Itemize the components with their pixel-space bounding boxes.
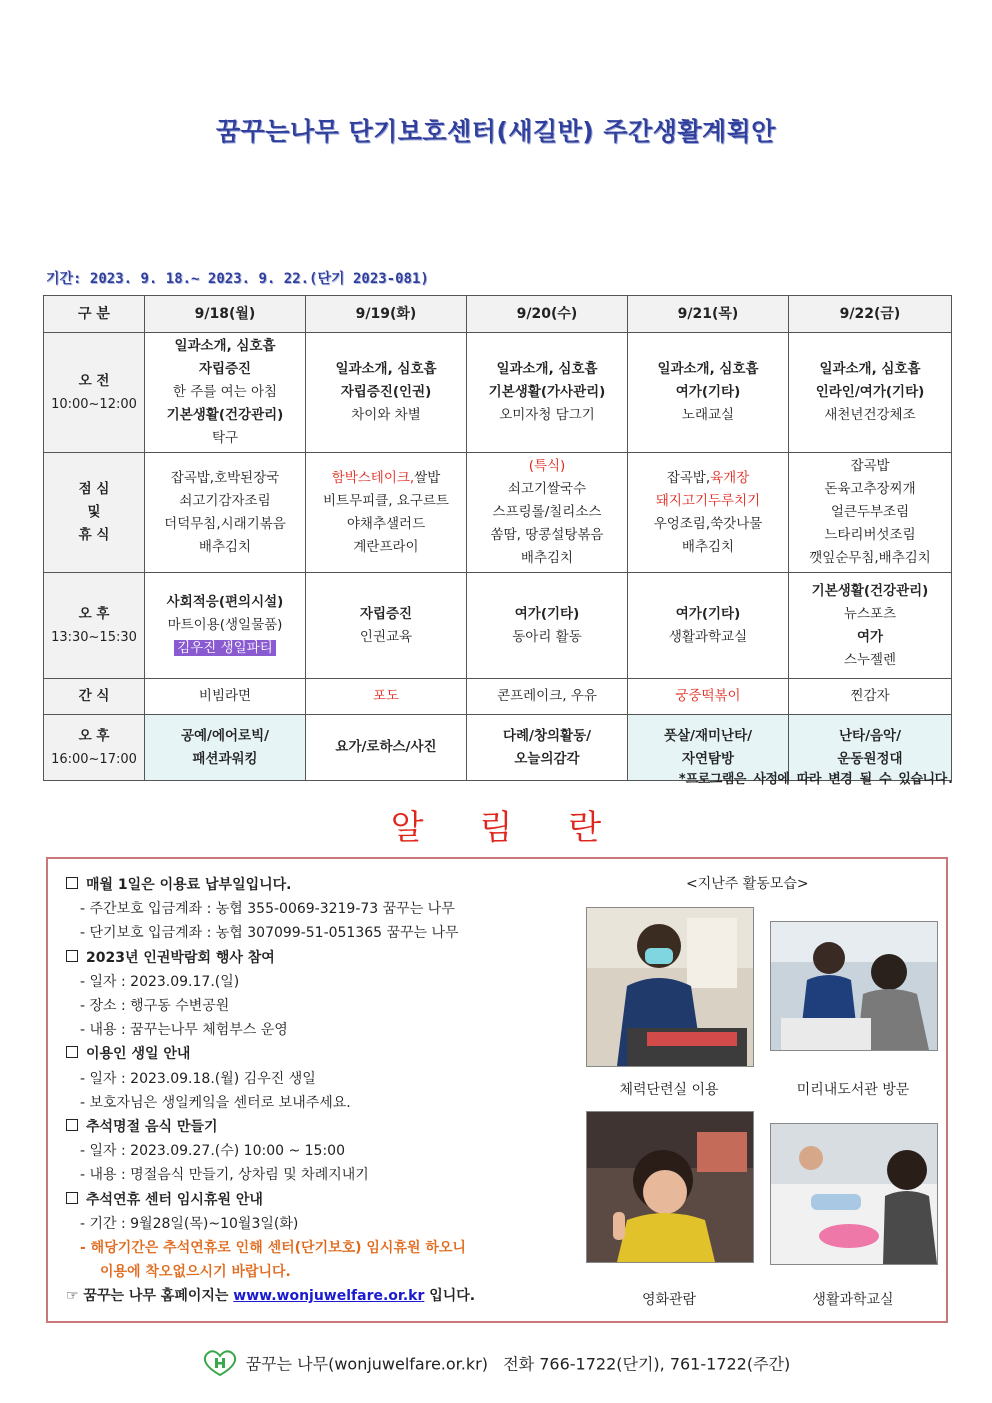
row-header-lunch: 점 심 및 휴 식	[44, 453, 145, 573]
notice-line: - 보호자님은 생일케잌을 센터로 보내주세요.	[80, 1094, 351, 1111]
checkbox-icon	[66, 1046, 78, 1058]
day-header: 9/19(화)	[306, 296, 467, 333]
notice-line: - 일자 : 2023.09.17.(일)	[80, 973, 240, 990]
gallery-title: <지난주 활동모습>	[686, 876, 809, 892]
schedule-cell: 다례/창의활동/ 오늘의감각	[467, 715, 628, 781]
notice-heading: 2023년 인권박람회 행사 참여	[66, 946, 586, 970]
schedule-cell: 여가(기타) 생활과학교실	[628, 573, 789, 679]
schedule-cell: 잡곡밥 돈육고추장찌개 얼큰두부조림 느타리버섯조림 깻잎순무침,배추김치	[789, 453, 952, 573]
schedule-cell: 여가(기타) 동아리 활동	[467, 573, 628, 679]
schedule-cell: 콘프레이크, 우유	[467, 679, 628, 715]
notice-line: - 장소 : 행구동 수변공원	[80, 998, 230, 1015]
snack-row	[44, 679, 952, 715]
morning-row	[44, 333, 952, 453]
checkbox-icon	[66, 877, 78, 889]
notice-heading: 추석연휴 센터 임시휴원 안내	[66, 1188, 586, 1212]
photo-library	[770, 921, 938, 1051]
notice-line: - 기간 : 9월28일(목)~10월3일(화)	[80, 1215, 299, 1232]
notice-line: - 주간보호 입금계좌 : 농협 355-0069-3219-73 꿈꾸는 나무	[80, 901, 455, 918]
homepage-link[interactable]: www.wonjuwelfare.or.kr	[233, 1288, 425, 1305]
schedule-cell: 찐감자	[789, 679, 952, 715]
checkbox-icon	[66, 950, 78, 962]
schedule-cell: 궁중떡볶이	[628, 679, 789, 715]
footer-text: 꿈꾸는 나무(wonjuwelfare.or.kr) 전화 766-1722(단기), 761-1722(주간)	[245, 1354, 791, 1374]
day-header: 9/20(수)	[467, 296, 628, 333]
notice-title: 알림란	[390, 808, 658, 848]
row-header-afternoon: 오 후 13:30~15:30	[44, 573, 145, 679]
caption-science: 생활과학교실	[812, 1292, 894, 1308]
notice-line-warning: - 해당기간은 추석연휴로 인해 센터(단기보호) 임시휴원 하오니	[80, 1240, 466, 1257]
notice-line: - 내용 : 명절음식 만들기, 상차림 및 차례지내기	[80, 1167, 369, 1184]
caption-movie: 영화관람	[641, 1292, 697, 1308]
schedule-cell: 난타/음악/ 운동원정대	[789, 715, 952, 781]
notice-heading: 매월 1일은 이용료 납부일입니다.	[66, 873, 586, 897]
photo-gym	[586, 907, 754, 1067]
schedule-cell: 잡곡밥,육개장 돼지고기두루치기 우엉조림,쑥갓나물 배추김치	[628, 453, 789, 573]
schedule-cell: (특식) 쇠고기쌀국수 스프링롤/칠리소스 쏨땀, 땅콩설탕볶음 배추김치	[467, 453, 628, 573]
weekly-schedule-table	[43, 295, 952, 781]
caption-gym: 체력단련실 이용	[619, 1082, 719, 1098]
corner-cell: 구 분	[44, 296, 145, 333]
schedule-cell: 일과소개, 심호흡 인라인/여가(기타) 새천년건강체조	[789, 333, 952, 453]
notice-heading: 이용인 생일 안내	[66, 1042, 586, 1066]
homepage-line: ☞ 꿈꾸는 나무 홈페이지는 www.wonjuwelfare.or.kr 입니다.	[66, 1288, 476, 1305]
schedule-cell: 사회적응(편의시설) 마트이용(생일물품) 김우진 생일파티	[145, 573, 306, 679]
notice-line-warning: 이용에 착오없으시기 바랍니다.	[100, 1264, 291, 1281]
schedule-cell: 일과소개, 심호흡 자립증진 한 주를 여는 아침 기본생활(건강관리) 탁구	[145, 333, 306, 453]
notice-line: - 일자 : 2023.09.27.(수) 10:00 ~ 15:00	[80, 1143, 345, 1160]
photo-movie	[586, 1111, 754, 1263]
row-header-snack: 간 식	[44, 679, 145, 715]
checkbox-icon	[66, 1119, 78, 1131]
schedule-cell: 잡곡밥,호박된장국 쇠고기감자조림 더덕무침,시래기볶음 배추김치	[145, 453, 306, 573]
notice-line: - 일자 : 2023.09.18.(월) 김우진 생일	[80, 1070, 316, 1087]
day-header: 9/22(금)	[789, 296, 952, 333]
schedule-cell: 자립증진 인권교육	[306, 573, 467, 679]
birthday-highlight: 김우진 생일파티	[174, 640, 276, 656]
caption-library: 미리내도서관 방문	[796, 1082, 910, 1098]
schedule-cell: 함박스테이크,쌀밥 비트무피클, 요구르트 야채추샐러드 계란프라이	[306, 453, 467, 573]
schedule-cell: 풋살/재미난타/ 자연탐방	[628, 715, 789, 781]
notice-heading: 추석명절 음식 만들기	[66, 1115, 586, 1139]
notice-list	[66, 873, 586, 1309]
day-header: 9/18(월)	[145, 296, 306, 333]
change-note: *프로그램은 사정에 따라 변경 될 수 있습니다.	[678, 772, 954, 787]
header-row	[44, 296, 952, 333]
period-label: 기간: 2023. 9. 18.~ 2023. 9. 22.(단기 2023-081)	[46, 271, 429, 287]
day-header: 9/21(목)	[628, 296, 789, 333]
tree-logo-icon	[202, 1350, 238, 1380]
row-header-evening: 오 후 16:00~17:00	[44, 715, 145, 781]
footer	[0, 1350, 992, 1380]
schedule-cell: 공예/에어로빅/ 패션과워킹	[145, 715, 306, 781]
schedule-cell: 비빔라면	[145, 679, 306, 715]
notice-box	[46, 857, 948, 1323]
schedule-cell: 일과소개, 심호흡 기본생활(가사관리) 오미자청 담그기	[467, 333, 628, 453]
schedule-cell: 포도	[306, 679, 467, 715]
checkbox-icon	[66, 1192, 78, 1204]
notice-line: - 단기보호 입금계좌 : 농협 307099-51-051365 꿈꾸는 나무	[80, 925, 459, 942]
afternoon-row	[44, 573, 952, 679]
schedule-cell: 요가/로하스/사진	[306, 715, 467, 781]
notice-line: - 내용 : 꿈꾸는나무 체험부스 운영	[80, 1022, 288, 1039]
row-header-morning: 오 전 10:00~12:00	[44, 333, 145, 453]
lunch-row	[44, 453, 952, 573]
schedule-cell: 일과소개, 심호흡 여가(기타) 노래교실	[628, 333, 789, 453]
schedule-cell: 기본생활(건강관리) 뉴스포츠 여가 스누젤렌	[789, 573, 952, 679]
schedule-cell: 일과소개, 심호흡 자립증진(인권) 차이와 차별	[306, 333, 467, 453]
photo-science	[770, 1123, 938, 1265]
page-title: 꿈꾸는나무 단기보호센터(새길반) 주간생활계획안	[216, 117, 776, 146]
